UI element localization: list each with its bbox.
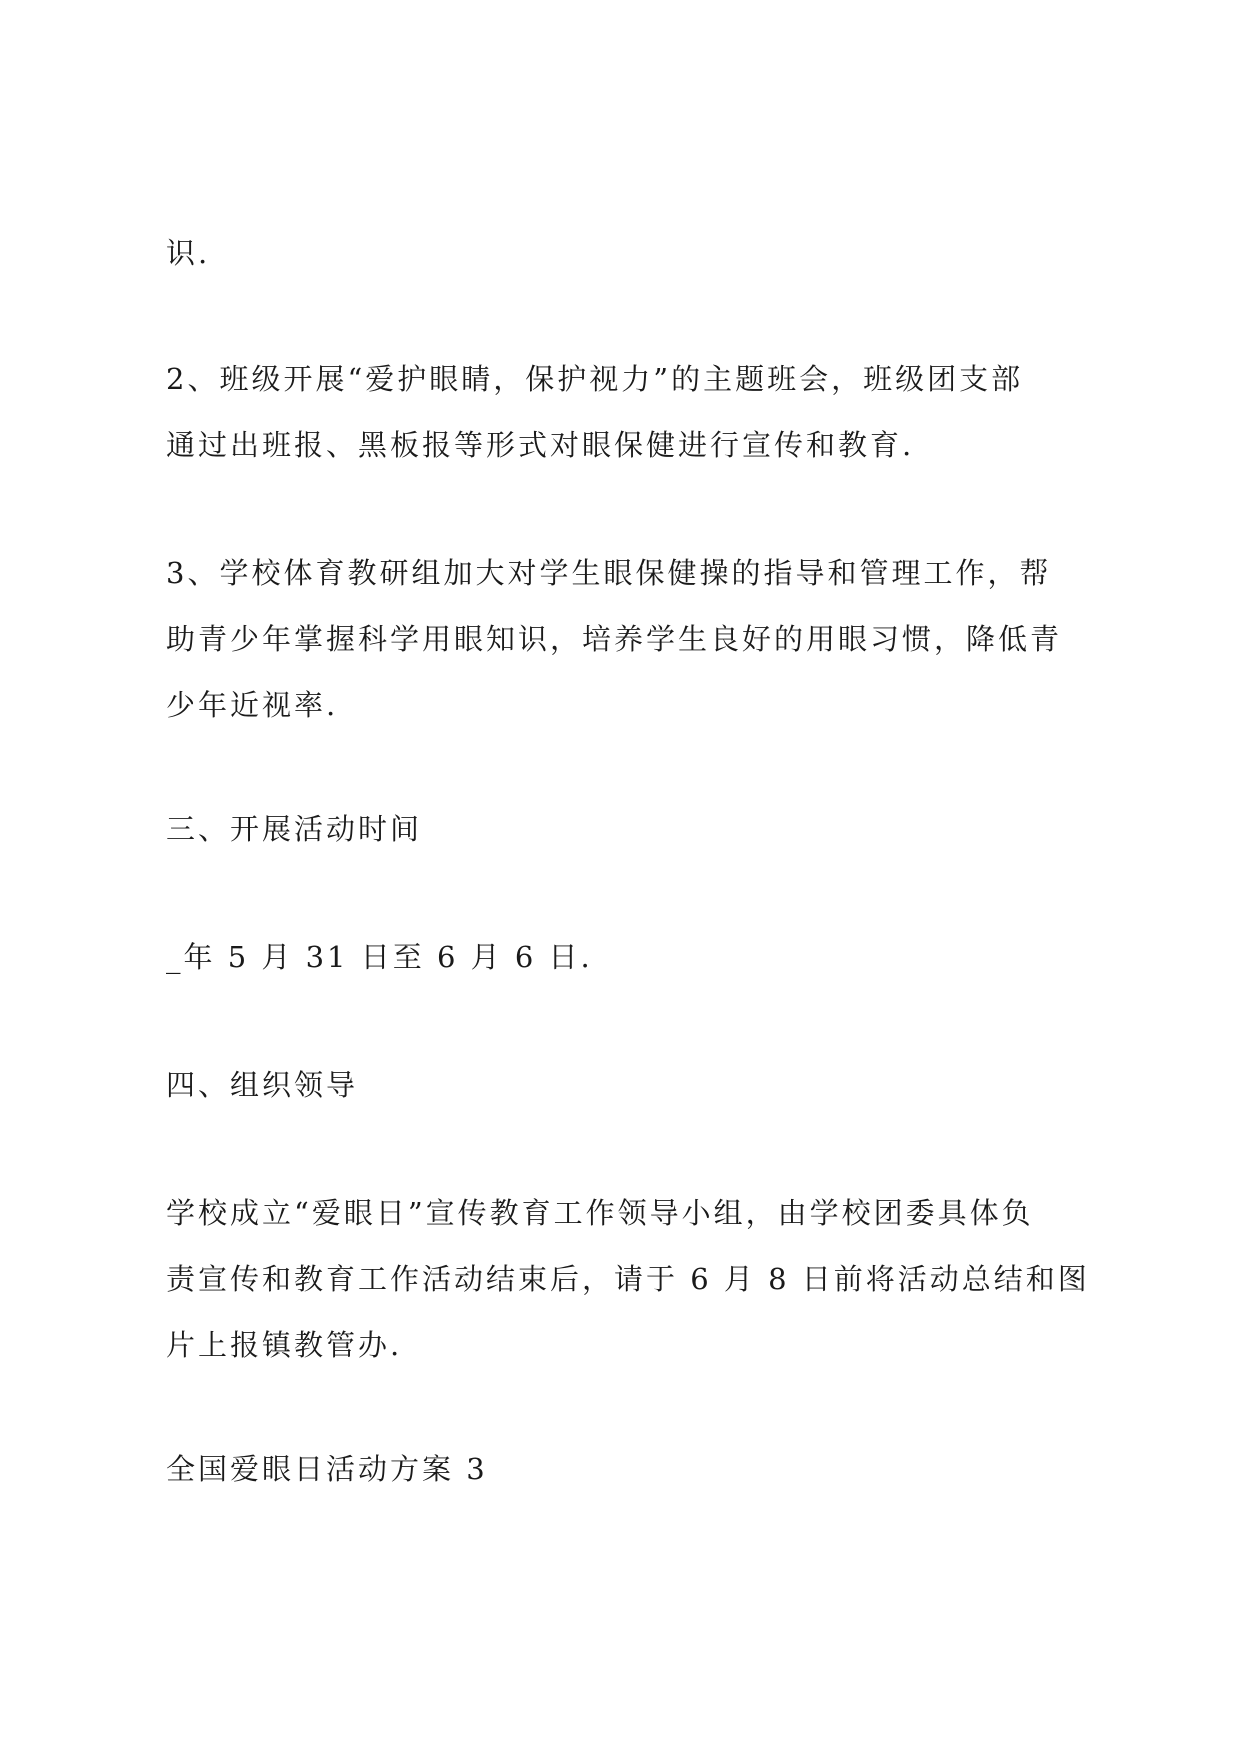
text-line: 2、班级开展“爱护眼睛，保护视力”的主题班会，班级团支部 (166, 362, 1024, 396)
text-line: 识. (166, 236, 211, 270)
text-line: 全国爱眼日活动方案 3 (166, 1452, 488, 1486)
section-heading-3 (166, 796, 1096, 862)
paragraph-item-3 (166, 540, 1096, 738)
document-subtitle (166, 1436, 1096, 1502)
text-line: 学校成立“爱眼日”宣传教育工作领导小组，由学校团委具体负 (166, 1196, 1034, 1230)
text-line: 通过出班报、黑板报等形式对眼保健进行宣传和教育. (166, 428, 915, 462)
text-line: 少年近视率. (166, 688, 339, 722)
text-line: 片上报镇教管办. (166, 1328, 403, 1362)
text-line: 助青少年掌握科学用眼知识，培养学生良好的用眼习惯，降低青 (166, 622, 1063, 656)
text-line: 责宣传和教育工作活动结束后，请于 6 月 8 日前将活动总结和图 (166, 1262, 1090, 1296)
paragraph-continuation (166, 220, 1096, 286)
text-line: 四、组织领导 (166, 1068, 359, 1102)
text-line: _年 5 月 31 日至 6 月 6 日. (166, 940, 593, 974)
activity-date (166, 924, 1096, 990)
paragraph-leadership (166, 1180, 1096, 1378)
section-heading-4 (166, 1052, 1096, 1118)
text-line: 3、学校体育教研组加大对学生眼保健操的指导和管理工作，帮 (166, 556, 1052, 590)
paragraph-item-2 (166, 346, 1096, 478)
text-line: 三、开展活动时间 (166, 812, 423, 846)
